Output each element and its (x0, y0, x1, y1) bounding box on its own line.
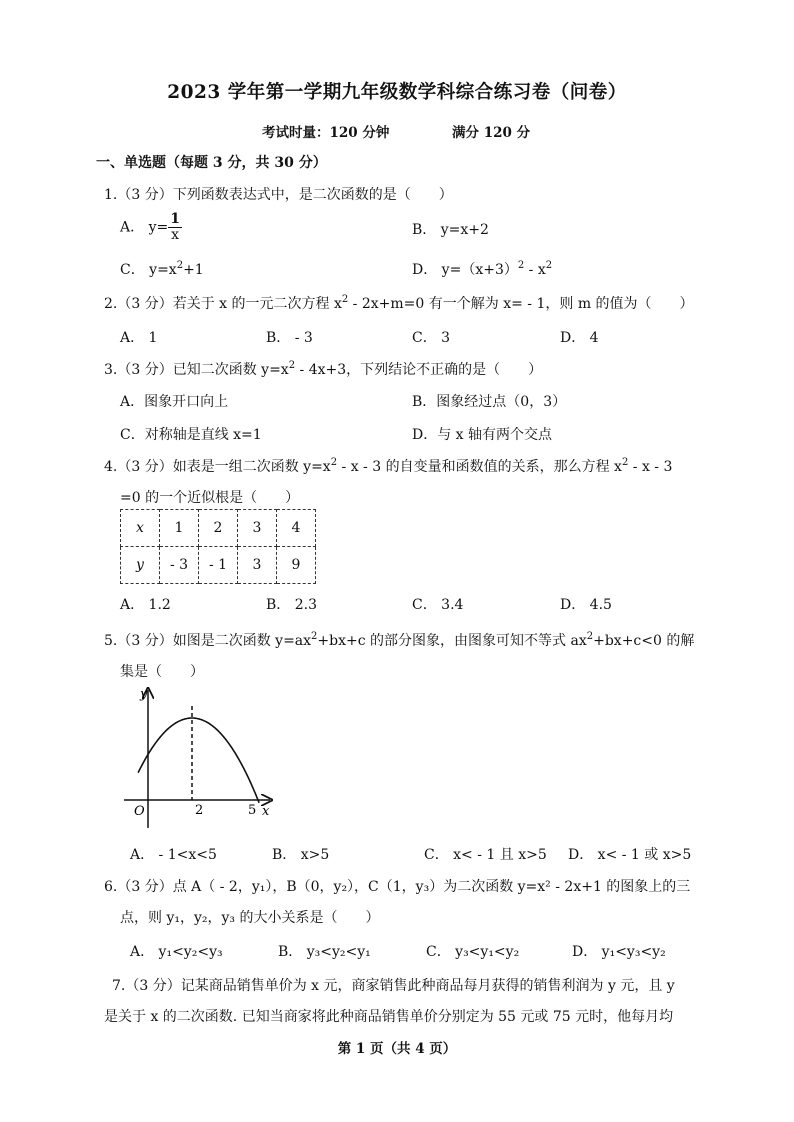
q1-c-sup: 2 (176, 260, 184, 271)
q6-option-d: D． y₁<y₃<y₂ (572, 944, 666, 960)
question-5-stem-line1 (104, 630, 694, 650)
q1-d-sup1: 2 (517, 260, 525, 271)
q4-option-b: B． 2.3 (266, 597, 318, 613)
q5-l1-mid: +bx+c 的部分图象，由图象可知不等式 ax (317, 633, 587, 649)
parabola-graph (120, 682, 280, 832)
q1-option-a (120, 212, 182, 243)
q1-c-post: +1 (183, 262, 204, 278)
q1-d-pre: D． y=（x+3） (412, 262, 518, 278)
q5-l1-post: +bx+c<0 的解 (593, 633, 695, 649)
q2-stem-pre: 2.（3 分）若关于 x 的一元二次方程 x (104, 296, 342, 312)
q4-option-d: D． 4.5 (560, 597, 612, 613)
q4-l1-post: - x - 3 (628, 459, 673, 475)
q1-option-d (412, 259, 552, 279)
q1-a-label: A． (120, 219, 145, 236)
table-header-y (121, 547, 160, 584)
x-header-text: x (136, 520, 144, 536)
question-6-stem-line2: 点，则 y₁，y₂，y₃ 的大小关系是（ ） (120, 910, 380, 926)
question-1-stem: 1.（3 分）下列函数表达式中，是二次函数的是（ ） (104, 187, 453, 203)
q6-option-b: B． y₃<y₂<y₁ (278, 944, 371, 960)
q6-option-c: C． y₃<y₁<y₂ (426, 944, 520, 960)
table-cell: 2 (199, 510, 238, 547)
y-axis-label: y (140, 687, 148, 702)
exam-time: 考试时量：120 分钟 (262, 125, 390, 141)
q1-a-numerator: 1 (170, 211, 180, 227)
q4-l1-sup2: 2 (621, 457, 629, 468)
exam-score: 满分 120 分 (452, 125, 531, 141)
q5-l1-sup2: 2 (586, 631, 594, 642)
q1-c-pre: C． y=x (120, 262, 177, 278)
q5-l1-pre: 5.（3 分）如图是二次函数 y=ax (104, 633, 312, 649)
table-cell: - 1 (199, 547, 238, 584)
q3-option-a: A．图象开口向上 (120, 394, 229, 410)
q4-option-c: C． 3.4 (412, 597, 464, 613)
page-footer: 第 1 页（共 4 页） (337, 1041, 457, 1057)
q4-l1-sup: 2 (330, 457, 338, 468)
page-title: 2023 学年第一学期九年级数学科综合练习卷（问卷） (167, 82, 627, 103)
origin-label: O (134, 804, 145, 819)
q3-option-b: B．图象经过点（0，3） (412, 394, 567, 410)
table-row-x (121, 510, 316, 547)
q5-option-b: B． x>5 (272, 847, 330, 863)
table-cell: 9 (277, 547, 316, 584)
y-header-text: y (136, 557, 144, 573)
q2-option-c: C． 3 (412, 330, 451, 346)
table-cell: 3 (238, 547, 277, 584)
question-6-stem-line1: 6.（3 分）点 A（ - 2，y₁），B（0，y₂），C（1，y₃）为二次函数 y=x² - 2x+1 的图象上的三 (104, 879, 691, 895)
q1-d-sup2: 2 (545, 260, 553, 271)
section-heading: 一、单选题（每题 3 分，共 30 分） (96, 155, 327, 171)
q3-stem-sup: 2 (288, 360, 296, 371)
q5-option-d: D． x< - 1 或 x>5 (568, 847, 692, 863)
q1-d-mid: - x (524, 262, 546, 278)
q5-l1-sup: 2 (311, 631, 318, 642)
q2-option-b: B． - 3 (266, 330, 313, 346)
table-cell: 4 (277, 510, 316, 547)
q2-option-a: A． 1 (120, 330, 158, 346)
question-7-stem-line2: 是关于 x 的二次函数. 已知当商家将此种商品销售单价分别定为 55 元或 75 元时，他每月均 (104, 1009, 674, 1025)
q4-l1-pre: 4.（3 分）如表是一组二次函数 y=x (104, 459, 331, 475)
q4-l1-mid: - x - 3 的自变量和函数值的关系，那么方程 x (337, 459, 622, 475)
q2-stem-post: - 2x+m=0 有一个解为 x= - 1，则 m 的值为（ ） (348, 296, 694, 312)
table-cell: - 3 (160, 547, 199, 584)
q5-option-a: A． - 1<x<5 (130, 847, 217, 863)
q1-a-denominator: x (171, 227, 180, 243)
q3-stem-pre: 3.（3 分）已知二次函数 y=x (104, 362, 289, 378)
question-7-stem-line1: 7.（3 分）记某商品销售单价为 x 元，商家销售此种商品每月获得的销售利润为 y 元，且 y (112, 978, 675, 994)
q1-option-c (120, 259, 204, 279)
question-4-stem-line1 (104, 456, 672, 476)
q1-option-b: B． y=x+2 (412, 222, 489, 238)
axis-mark-2: 2 (195, 803, 204, 818)
q2-option-d: D． 4 (560, 330, 599, 346)
table-cell: 3 (238, 510, 277, 547)
question-2-stem (104, 293, 694, 313)
question-4-stem-line2: =0 的一个近似根是（ ） (120, 490, 300, 506)
q4-option-a: A． 1.2 (120, 597, 171, 613)
x-axis-label: x (262, 804, 270, 819)
value-table (120, 509, 316, 584)
table-cell: 1 (160, 510, 199, 547)
question-3-stem (104, 359, 542, 379)
q3-option-c: C．对称轴是直线 x=1 (120, 427, 262, 443)
q5-option-c: C． x< - 1 且 x>5 (424, 847, 547, 863)
parabola-curve (138, 718, 259, 803)
q6-option-a: A． y₁<y₂<y₃ (130, 944, 223, 960)
table-header-x (121, 510, 160, 547)
q2-stem-sup: 2 (341, 294, 349, 305)
root-mark-5: 5 (248, 803, 257, 818)
table-row-y (121, 547, 316, 584)
q3-option-d: D．与 x 轴有两个交点 (412, 427, 553, 443)
q1-a-prefix: y= (148, 219, 169, 236)
question-5-stem-line2: 集是（ ） (120, 664, 204, 680)
q1-a-fraction (168, 212, 182, 243)
q3-stem-post: - 4x+3，下列结论不正确的是（ ） (295, 362, 543, 378)
